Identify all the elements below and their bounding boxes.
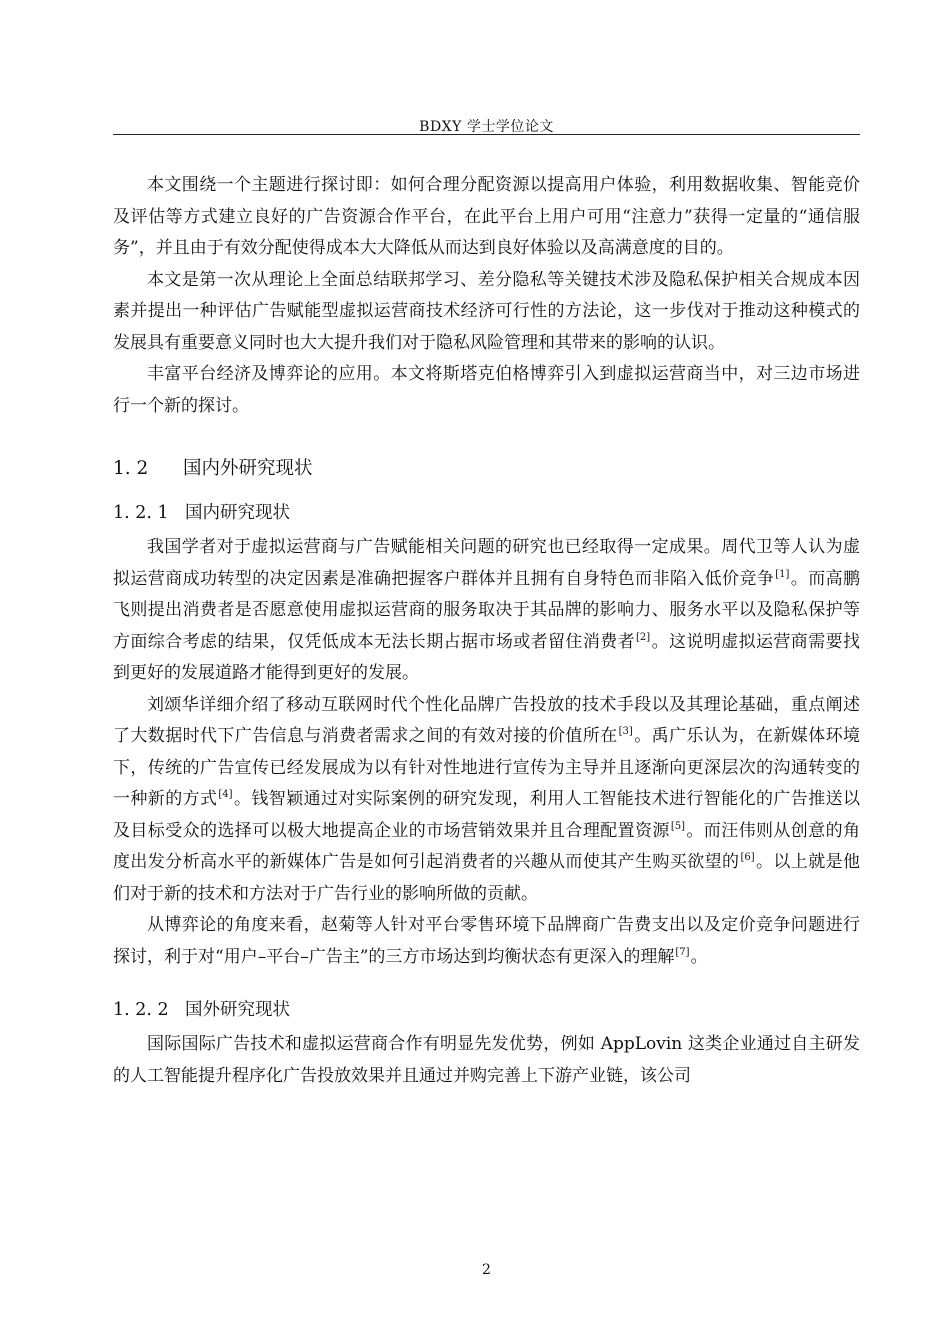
foreign-paragraph-1: 国际国际广告技术和虚拟运营商合作有明显先发优势，例如 AppLovin 这类企业通过自主研发的人工智能提升程序化广告投放效果并且通过并购完善上下游产业链，该公司: [113, 1034, 860, 1086]
subsection-title: 国内研究现状: [185, 503, 290, 523]
page-number: 2: [482, 1262, 491, 1278]
citation-ref[interactable]: [5]: [670, 820, 685, 832]
text-run: 。: [690, 946, 708, 967]
text-run: 我国学者对于虚拟运营商与广告赋能相关问题的研究也已经取得一定成果。周代卫等人认为虚拟运营商成功转型的决定因素是准确把握客户群体并且拥有自身特色而非陷入低价竞争: [113, 537, 860, 589]
text-run: 。而汪伟则从创意的角度出发分析高水平的新媒体广告是如何引起消费者的兴趣从而使其产生购买欲望的: [113, 820, 861, 872]
text-run: 。以上就是他们对于新的技术和方法对于广告行业的影响所做的贡献。: [113, 852, 861, 904]
text-run: 。这说明虚拟运营商需要找到更好的发展道路才能得到更好的发展。: [113, 631, 861, 683]
citation-ref[interactable]: [4]: [218, 789, 233, 801]
header-rule: [113, 134, 860, 135]
text-run: 从博弈论的角度来看，赵菊等人针对平台零售环境下品牌商广告费支出以及定价竞争问题进行探讨，利于对“用户–平台–广告主”的三方市场达到均衡状态有更深入的理解: [113, 915, 860, 967]
subsection-number: 1. 2. 1: [113, 503, 169, 523]
domestic-paragraph-1: [113, 532, 860, 690]
subsection-title: 国外研究现状: [185, 1000, 290, 1020]
citation-ref[interactable]: [2]: [636, 631, 651, 643]
subsection-number: 1. 2. 2: [113, 1000, 169, 1020]
running-header: BDXY 学士学位论文: [419, 119, 554, 135]
text-run: 刘颂华详细介绍了移动互联网时代个性化品牌广告投放的技术手段以及其理论基础，重点阐述了大数据时代下广告信息与消费者需求之间的有效对接的价值所在: [113, 694, 860, 746]
section-title: 国内外研究现状: [183, 458, 313, 479]
citation-ref[interactable]: [7]: [675, 946, 690, 958]
text-run: 。钱智颖通过对实际案例的研究发现，利用人工智能技术进行智能化的广告推送以及目标受众的选择可以极大地提高企业的市场营销效果并且合理配置资源: [113, 789, 861, 841]
domestic-paragraph-3: [113, 910, 860, 973]
section-number: 1. 2: [113, 458, 149, 479]
intro-paragraph: 本文围绕一个主题进行探讨即：如何合理分配资源以提高用户体验，利用数据收集、智能竞价及评估等方式建立良好的广告资源合作平台，在此平台上用户可用“注意力”获得一定量的“通信服务”，并且由于有效分配使得成本大大降低从而达到良好体验以及高满意度的目的。: [113, 175, 860, 258]
citation-ref[interactable]: [3]: [618, 726, 633, 738]
intro-paragraph: 丰富平台经济及博弈论的应用。本文将斯塔克伯格博弈引入到虚拟运营商当中，对三边市场进行一个新的探讨。: [113, 364, 860, 416]
subsection-heading-1-2-1: [113, 498, 860, 528]
section-heading-1-2: [113, 454, 860, 484]
citation-ref[interactable]: [1]: [775, 568, 790, 580]
text-run: 。而高鹏飞则提出消费者是否愿意使用虚拟运营商的服务取决于其品牌的影响力、服务水平以及隐私保护等方面综合考虑的结果，仅凭低成本无法长期占据市场或者留住消费者: [113, 568, 861, 652]
subsection-heading-1-2-2: [113, 995, 860, 1025]
text-run: 。禹广乐认为，在新媒体环境下，传统的广告宣传已经发展成为以有针对性地进行宣传为主导并且逐渐向更深层次的沟通转变的一种新的方式: [113, 726, 861, 809]
domestic-paragraph-2: [113, 690, 860, 911]
intro-paragraph: 本文是第一次从理论上全面总结联邦学习、差分隐私等关键技术涉及隐私保护相关合规成本因素并提出一种评估广告赋能型虚拟运营商技术经济可行性的方法论，这一步伐对于推动这种模式的发展具有重要意义同时也大大提升我们对于隐私风险管理和其带来的影响的认识。: [113, 269, 860, 353]
page-body: [113, 170, 860, 1092]
citation-ref[interactable]: [6]: [740, 852, 755, 864]
